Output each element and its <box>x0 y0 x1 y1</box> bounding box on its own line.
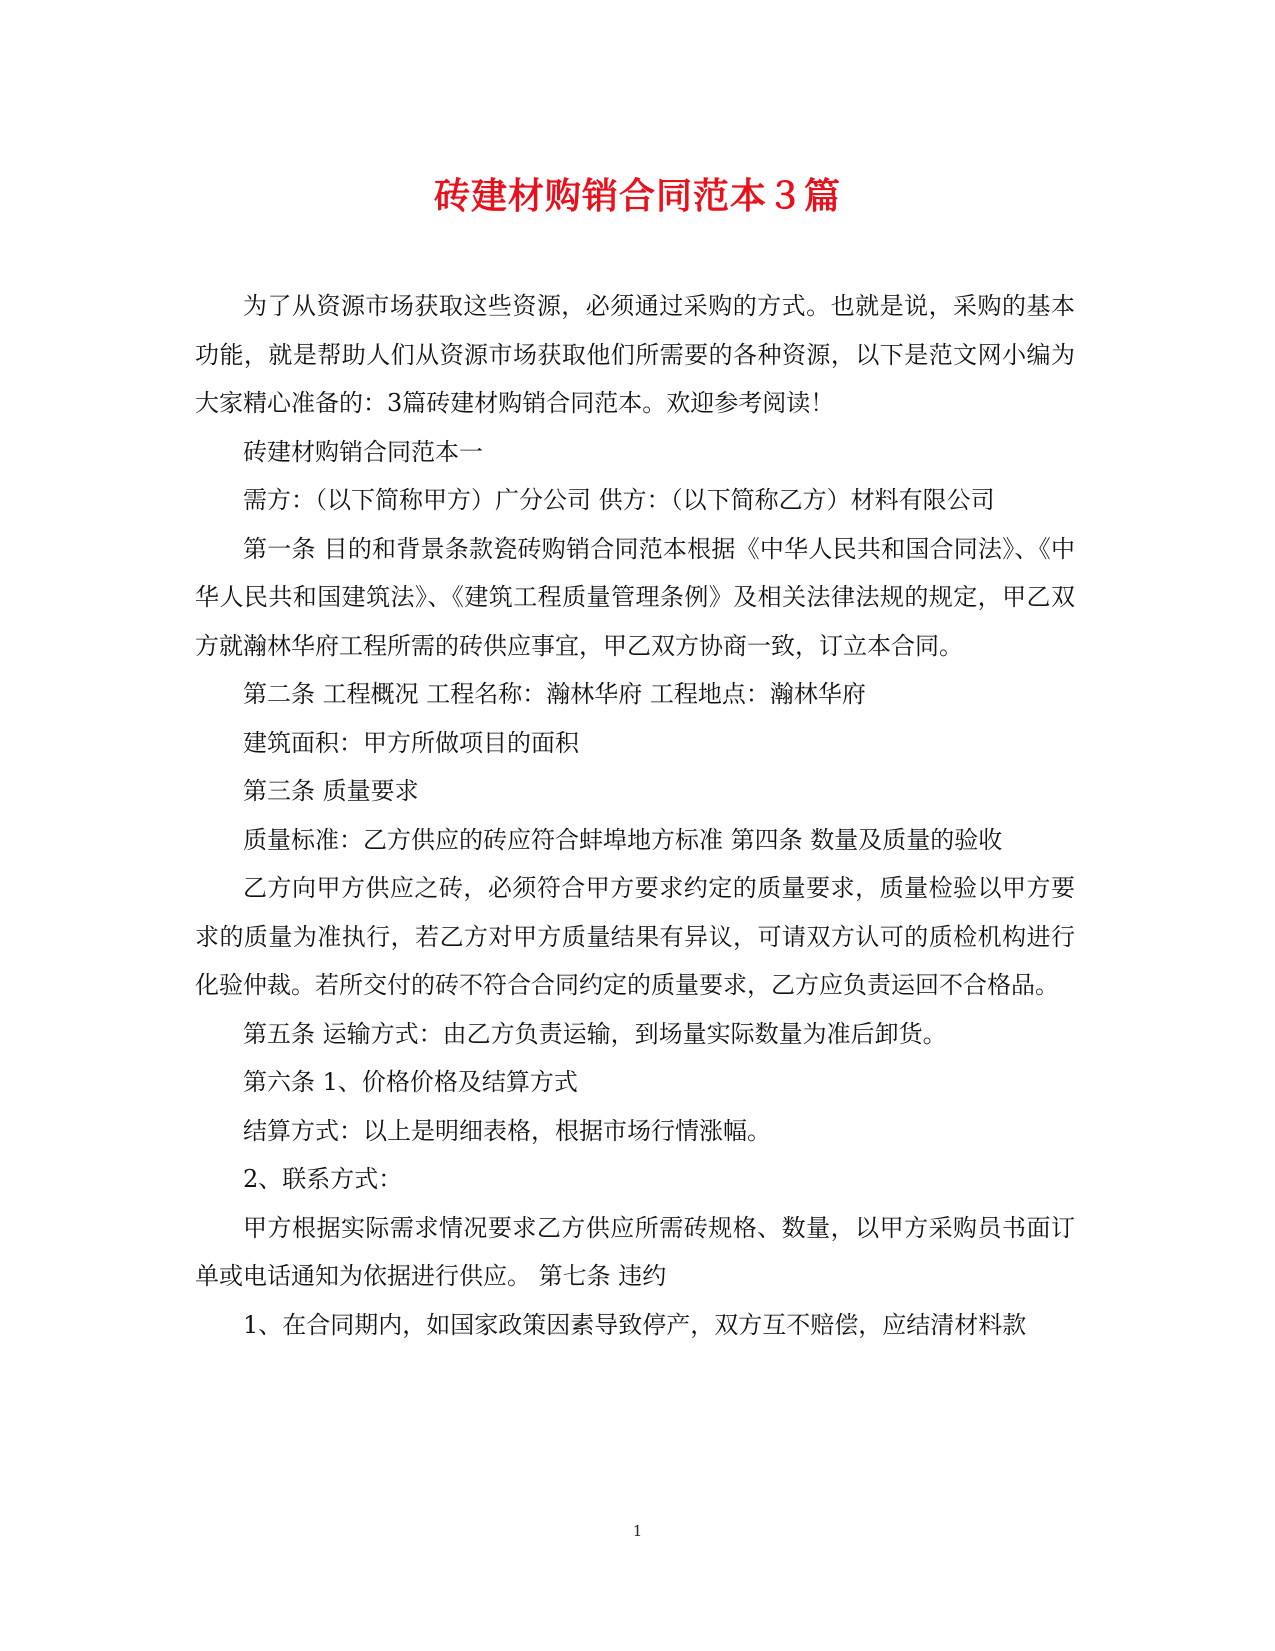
quality-inspection-paragraph: 乙方向甲方供应之砖，必须符合甲方要求约定的质量要求，质量检验以甲方要求的质量为准执行，若乙方对甲方质量结果有异议，可请双方认可的质检机构进行化验仲裁。若所交付的砖不符合合同约定的质量要求，乙方应负责运回不合格品。 <box>195 874 1075 999</box>
article-three-paragraph: 第三条 质量要求 <box>243 777 419 805</box>
contact-heading-paragraph: 2、联系方式： <box>243 1165 403 1193</box>
parties-paragraph: 需方：（以下简称甲方）广分公司 供方：（以下简称乙方）材料有限公司 <box>243 486 995 514</box>
section-heading-contract-one: 砖建材购销合同范本一 <box>243 437 483 466</box>
supply-order-paragraph: 甲方根据实际需求情况要求乙方供应所需砖规格、数量，以甲方采购员书面订单或电话通知为依据进行供应。 第七条 违约 <box>195 1213 1075 1290</box>
article-two-paragraph: 第二条 工程概况 工程名称：瀚林华府 工程地点：瀚林华府 <box>243 680 866 708</box>
document-title: 砖建材购销合同范本３篇 <box>433 175 841 217</box>
breach-paragraph: 1、在合同期内，如国家政策因素导致停产，双方互不赔偿，应结清材料款 <box>243 1310 1027 1339</box>
article-five-paragraph: 第五条 运输方式：由乙方负责运输，到场量实际数量为准后卸货。 <box>243 1019 947 1048</box>
article-one-paragraph: 第一条 目的和背景条款瓷砖购销合同范本根据《中华人民共和国合同法》、《中华人民共和国建筑法》、《建筑工程质量管理条例》及相关法律法规的规定，甲乙双方就瀚林华府工程所需的砖供应事宜，甲乙双方协商一致，订立本合同。 <box>195 534 1075 660</box>
document-body <box>195 282 1075 1349</box>
settlement-paragraph: 结算方式：以上是明细表格，根据市场行情涨幅。 <box>243 1116 771 1145</box>
quality-standard-paragraph: 质量标准：乙方供应的砖应符合蚌埠地方标准 第四条 数量及质量的验收 <box>243 825 1003 854</box>
article-six-paragraph: 第六条 1、价格价格及结算方式 <box>243 1068 578 1096</box>
building-area-paragraph: 建筑面积：甲方所做项目的面积 <box>243 728 579 757</box>
page-number: 1 <box>632 1522 643 1540</box>
intro-paragraph: 为了从资源市场获取这些资源，必须通过采购的方式。也就是说，采购的基本功能，就是帮助人们从资源市场获取他们所需要的各种资源，以下是范文网小编为大家精心准备的：3篇砖建材购销合同范本。欢迎参考阅读！ <box>195 292 1075 417</box>
